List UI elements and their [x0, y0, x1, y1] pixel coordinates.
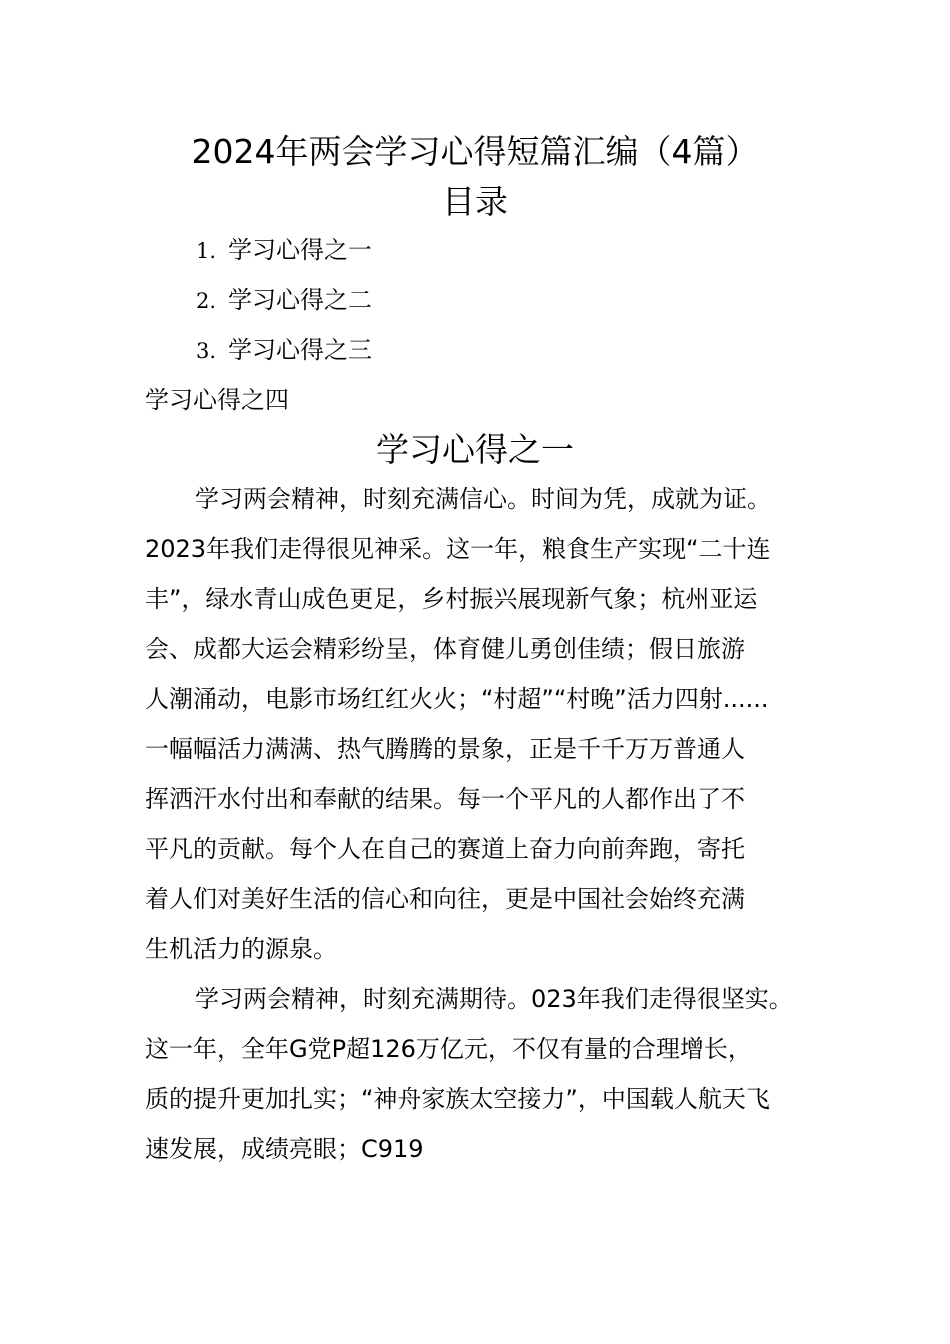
toc-item-label: 学习心得之二	[228, 286, 372, 314]
paragraph-line: 这一年，全年G党P超126万亿元，不仅有量的合理增长，	[145, 1035, 752, 1063]
section-title: 学习心得之一	[376, 430, 574, 469]
toc-heading: 目录	[442, 182, 508, 221]
paragraph-line: 2023年我们走得很见神采。这一年，粮食生产实现“二十连	[145, 535, 771, 563]
paragraph-line: 学习两会精神，时刻充满信心。时间为凭，成就为证。	[195, 485, 771, 513]
toc-item-2[interactable]	[196, 282, 372, 319]
toc-item-3[interactable]	[196, 332, 372, 369]
toc-item-number: 2.	[196, 289, 217, 313]
toc-item-label: 学习心得之一	[228, 236, 372, 264]
paragraph-line: 人潮涌动，电影市场红红火火；“村超”“村晚”活力四射......	[145, 685, 769, 713]
paragraph-line: 着人们对美好生活的信心和向往，更是中国社会始终充满	[145, 885, 745, 913]
paragraph-line: 平凡的贡献。每个人在自己的赛道上奋力向前奔跑，寄托	[145, 835, 745, 863]
paragraph-2	[145, 974, 835, 1174]
paragraph-line: 质的提升更加扎实；“神舟家族太空接力”，中国载人航天飞	[145, 1085, 770, 1113]
paragraph-line: 丰”，绿水青山成色更足，乡村振兴展现新气象；杭州亚运	[145, 585, 758, 613]
paragraph-line: 挥洒汗水付出和奉献的结果。每一个平凡的人都作出了不	[145, 785, 745, 813]
paragraph-line: 会、成都大运会精彩纷呈，体育健儿勇创佳绩；假日旅游	[145, 635, 745, 663]
paragraph-line: 学习两会精神，时刻充满期待。023年我们走得很坚实。	[195, 985, 793, 1013]
toc-item-label: 学习心得之三	[228, 336, 372, 364]
toc-item-4[interactable]: 学习心得之四	[145, 386, 289, 414]
toc-item-1[interactable]	[196, 232, 372, 269]
paragraph-1	[145, 474, 835, 974]
toc-item-number: 3.	[196, 339, 217, 363]
paragraph-line: 生机活力的源泉。	[145, 935, 337, 963]
document-title: 2024年两会学习心得短篇汇编（4篇）	[191, 132, 759, 171]
toc-item-number: 1.	[196, 239, 217, 263]
paragraph-line: 一幅幅活力满满、热气腾腾的景象，正是千千万万普通人	[145, 735, 745, 763]
paragraph-line: 速发展，成绩亮眼；C919	[145, 1135, 424, 1163]
